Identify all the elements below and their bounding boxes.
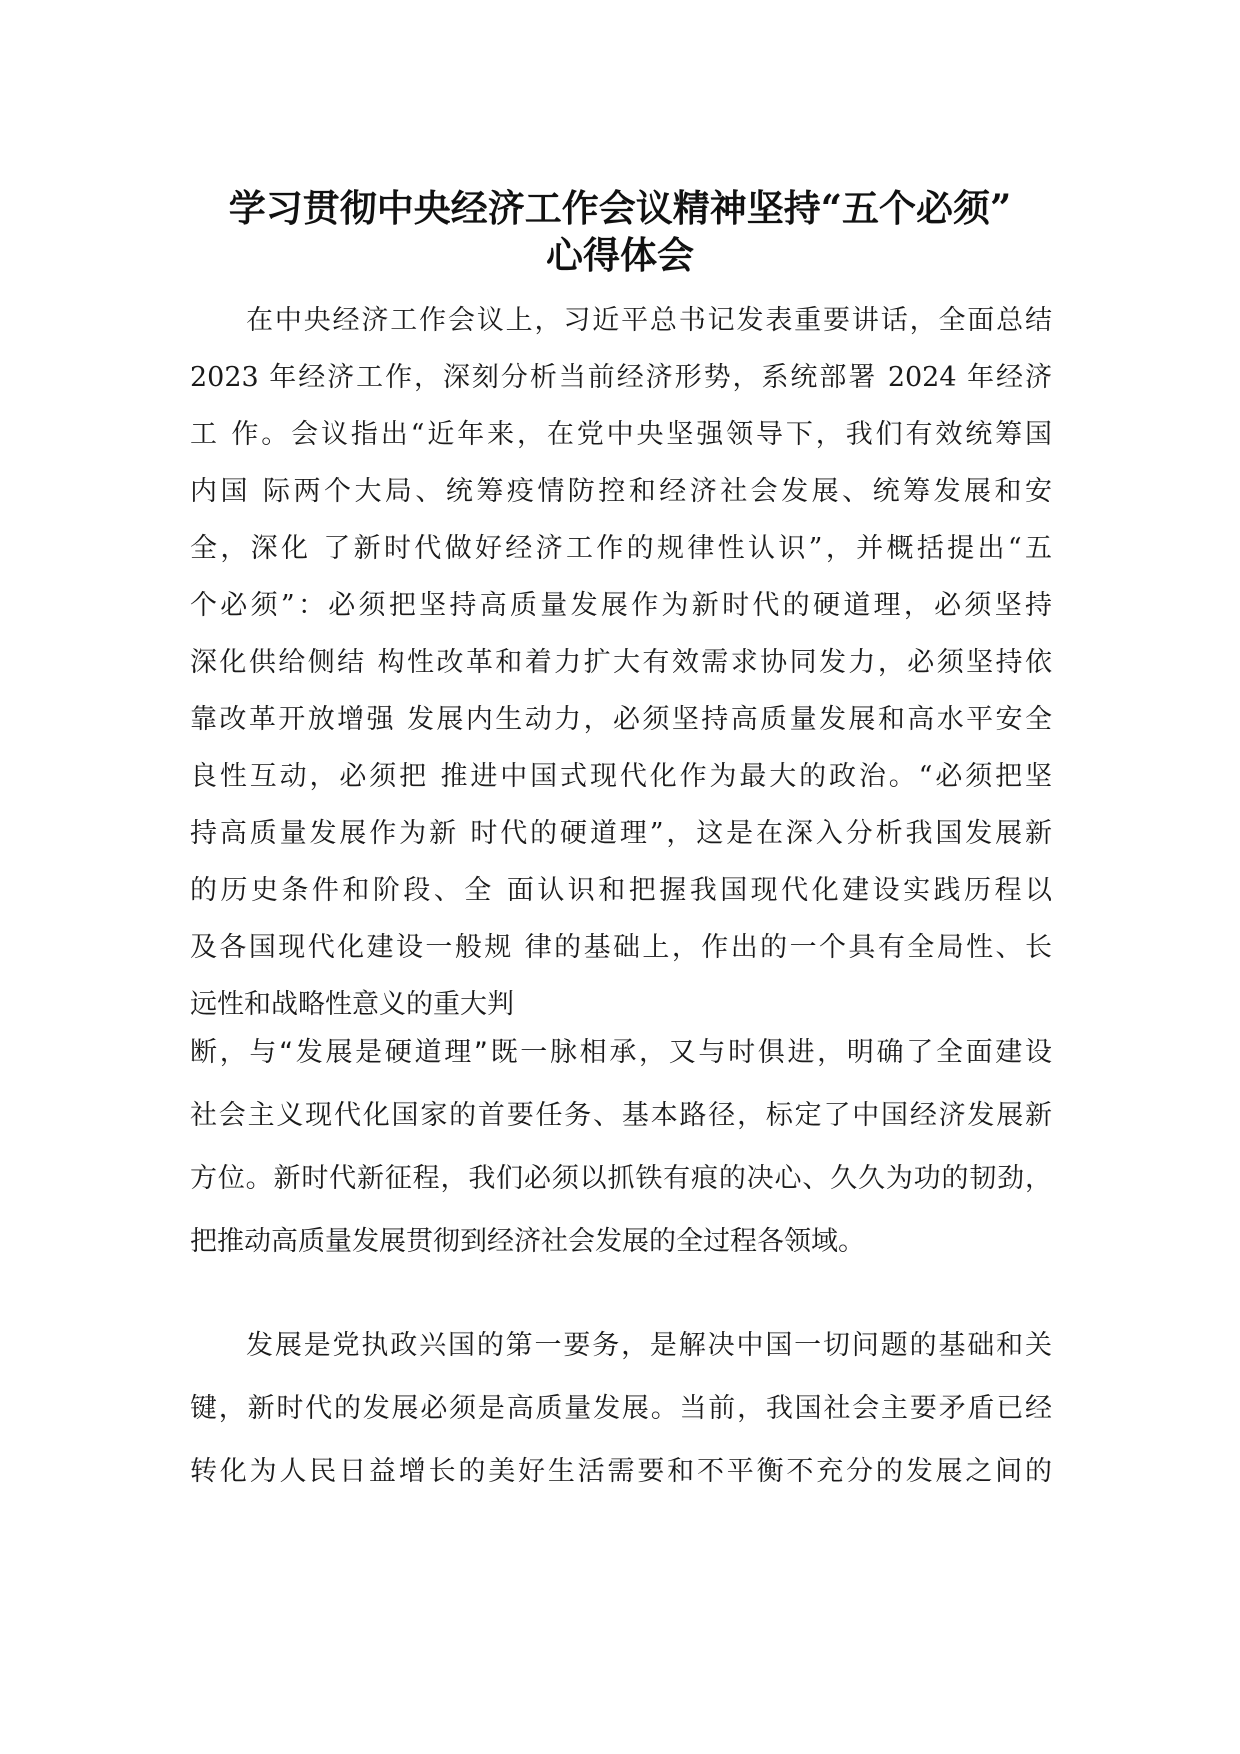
- paragraph-1-line-11: 的历史条件和阶段、全 面认识和把握我国现代化建设实践历程以: [190, 875, 1052, 906]
- paragraph-1-line-13: 远性和战略性意义的重大判: [190, 989, 514, 1020]
- paragraph-1-line-3: 工 作。会议指出“近年来，在党中央坚强领导下，我们有效统筹国: [190, 419, 1052, 450]
- paragraph-1-line-4: 内国 际两个大局、统筹疫情防控和经济社会发展、统筹发展和安: [190, 476, 1052, 507]
- document-title-line-2: 心得体会: [546, 233, 694, 277]
- paragraph-1-continued-line-4: 把推动高质量发展贯彻到经济社会发展的全过程各领域。: [190, 1226, 865, 1257]
- paragraph-1-line-12: 及各国现代化建设一般规 律的基础上，作出的一个具有全局性、长: [190, 932, 1052, 963]
- paragraph-2-line-2: 键，新时代的发展必须是高质量发展。当前，我国社会主要矛盾已经: [190, 1393, 1052, 1424]
- paragraph-1-continued-line-1: 断，与“发展是硬道理”既一脉相承，又与时俱进，明确了全面建设: [190, 1037, 1052, 1068]
- paragraph-1-line-9: 良性互动，必须把 推进中国式现代化作为最大的政治。“必须把坚: [190, 761, 1052, 792]
- paragraph-1-continued-line-2: 社会主义现代化国家的首要任务、基本路径，标定了中国经济发展新: [190, 1100, 1052, 1131]
- paragraph-1-line-5: 全，深化 了新时代做好经济工作的规律性认识”，并概括提出“五: [190, 533, 1052, 564]
- paragraph-1-line-6: 个必须”：必须把坚持高质量发展作为新时代的硬道理，必须坚持: [190, 590, 1052, 621]
- paragraph-1-line-8: 靠改革开放增强 发展内生动力，必须坚持高质量发展和高水平安全: [190, 704, 1052, 735]
- paragraph-2-line-3: 转化为人民日益增长的美好生活需要和不平衡不充分的发展之间的: [190, 1456, 1052, 1487]
- document-title-line-1: 学习贯彻中央经济工作会议精神坚持“五个必须”: [228, 186, 1012, 230]
- paragraph-1-line-7: 深化供给侧结 构性改革和着力扩大有效需求协同发力，必须坚持依: [190, 647, 1052, 678]
- paragraph-1-line-1: 在中央经济工作会议上，习近平总书记发表重要讲话，全面总结: [246, 305, 1052, 336]
- paragraph-1-continued-line-3: 方位。新时代新征程，我们必须以抓铁有痕的决心、久久为功的韧劲，: [190, 1163, 1052, 1194]
- paragraph-1-line-10: 持高质量发展作为新 时代的硬道理”，这是在深入分析我国发展新: [190, 818, 1052, 849]
- paragraph-2-line-1: 发展是党执政兴国的第一要务，是解决中国一切问题的基础和关: [246, 1330, 1052, 1361]
- paragraph-1-line-2: 2023 年经济工作，深刻分析当前经济形势，系统部署 2024 年经济: [190, 362, 1052, 393]
